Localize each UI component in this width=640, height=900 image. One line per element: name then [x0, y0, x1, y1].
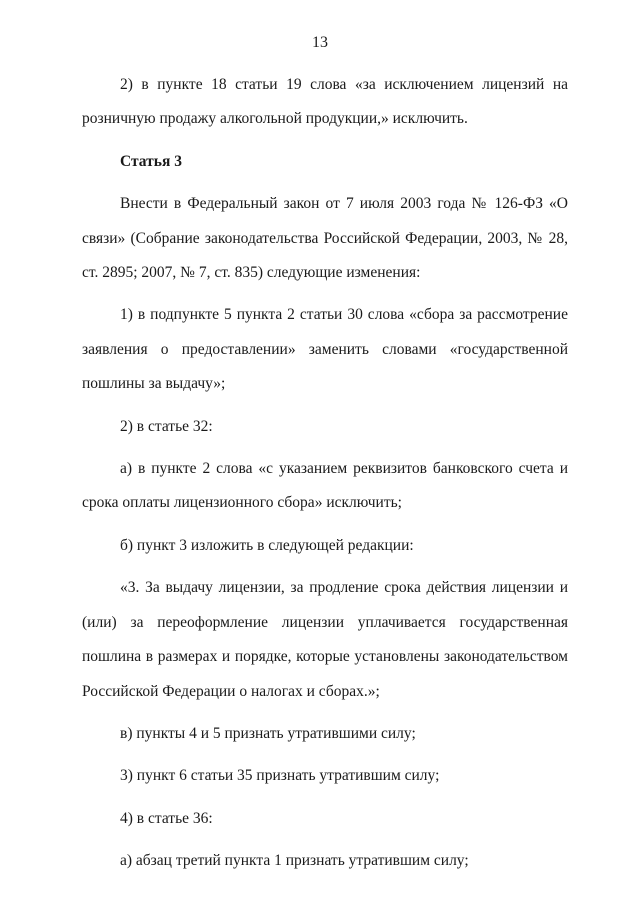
paragraph-item-1: 1) в подпункте 5 пункта 2 статьи 30 слова «сбора за рассмотрение заявления о предоставлении» заменить словами «государственной пошлины за выдачу»; [82, 306, 568, 393]
paragraph-intro: Внести в Федеральный закон от 7 июля 2003 года № 126-ФЗ «О связи» (Собрание законодательства Российской Федерации, 2003, № 28, ст. 2895; 2007, № 7, ст. 835) следующие изменения: [82, 195, 568, 282]
paragraph-item-3: 3) пункт 6 статьи 35 признать утратившим силу; [120, 767, 440, 785]
paragraph-quoted-text: «3. За выдачу лицензии, за продление срока действия лицензии и (или) за переоформление лицензии уплачивается государственная пошлина в размерах и порядке, которые установлены законодательством Российской Федерации о налогах и сборах.»; [82, 579, 568, 700]
paragraph-subitem-v: в) пункты 4 и 5 признать утратившими силу; [120, 724, 416, 742]
paragraph-amendment-2: 2) в пункте 18 статьи 19 слова «за исключением лицензий на розничную продажу алкогольной продукции,» исключить. [82, 76, 568, 128]
paragraph-item-2: 2) в статье 32: [120, 417, 213, 435]
page-number: 13 [312, 34, 328, 51]
document-body [82, 68, 568, 879]
paragraph-subitem-a-2: а) абзац третий пункта 1 признать утратившим силу; [120, 852, 469, 870]
paragraph-subitem-b: б) пункт 3 изложить в следующей редакции: [120, 536, 414, 554]
paragraph-subitem-a: а) в пункте 2 слова «с указанием реквизитов банковского счета и срока оплаты лицензионного сбора» исключить; [82, 460, 568, 512]
article-heading: Статья 3 [120, 152, 182, 170]
paragraph-item-4: 4) в статье 36: [120, 809, 213, 827]
